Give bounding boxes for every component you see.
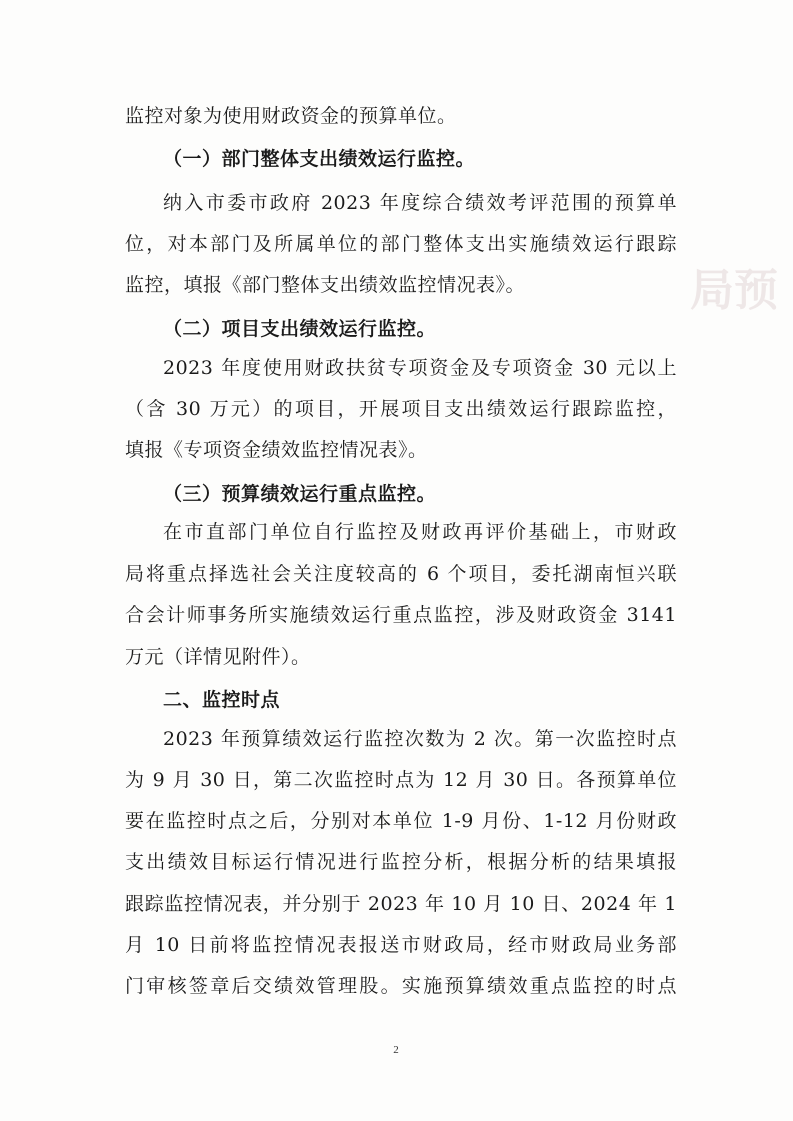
text-line-22: 门审核签章后交绩效管理股。实施预算绩效重点监控的时点 [125,975,677,997]
section-heading-3: （三）预算绩效运行重点监控。 [163,483,437,505]
page-number: 2 [393,1044,399,1056]
section-heading-1: （一）部门整体支出绩效运行监控。 [163,148,476,170]
text-line-8: （含 30 万元）的项目，开展项目支出绩效运行跟踪监控， [125,398,677,420]
text-line-1: 监控对象为使用财政资金的预算单位。 [125,105,457,127]
text-line-21: 月 10 日前将监控情况表报送市财政局，经市财政局业务部 [125,934,677,956]
text-line-12: 局将重点择选社会关注度较高的 6 个项目，委托湖南恒兴联 [125,563,677,585]
text-line-9: 填报《专项资金绩效监控情况表》。 [125,439,428,461]
stamp-watermark: 局预 [690,265,778,316]
text-line-13: 合会计师事务所实施绩效运行重点监控，涉及财政资金 3141 [125,604,677,626]
text-line-16: 2023 年预算绩效运行监控次数为 2 次。第一次监控时点 [163,728,677,750]
text-line-17: 为 9 月 30 日，第二次监控时点为 12 月 30 日。各预算单位 [125,769,677,791]
text-line-14: 万元（详情见附件）。 [125,646,311,668]
text-line-4: 位，对本部门及所属单位的部门整体支出实施绩效运行跟踪 [125,233,677,255]
text-line-7: 2023 年度使用财政扶贫专项资金及专项资金 30 元以上 [163,357,677,379]
text-line-11: 在市直部门单位自行监控及财政再评价基础上，市财政 [163,521,677,543]
section-heading-4: 二、监控时点 [163,689,281,711]
text-line-19: 支出绩效目标运行情况进行监控分析，根据分析的结果填报 [125,851,677,873]
text-line-18: 要在监控时点之后，分别对本单位 1-9 月份、1-12 月份财政 [125,810,677,832]
text-line-20: 跟踪监控情况表，并分别于 2023 年 10 月 10 日、2024 年 1 [125,893,677,915]
text-line-3: 纳入市委市政府 2023 年度综合绩效考评范围的预算单 [163,192,677,214]
section-heading-2: （二）项目支出绩效运行监控。 [163,318,437,340]
text-line-5: 监控，填报《部门整体支出绩效监控情况表》。 [125,274,526,296]
